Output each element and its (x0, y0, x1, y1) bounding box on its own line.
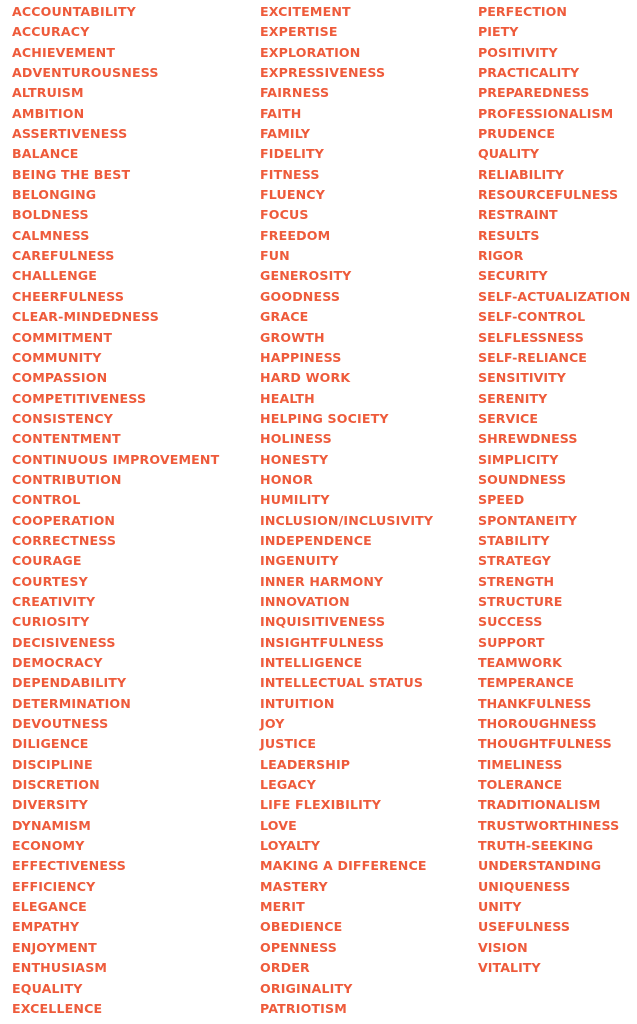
value-word: MERIT (260, 899, 305, 915)
value-word: CLEAR-MINDEDNESS (12, 309, 159, 325)
value-word: TRADITIONALISM (478, 797, 601, 813)
value-word: SELF-ACTUALIZATION (478, 288, 631, 304)
value-word: ORDER (260, 960, 310, 976)
value-word: CONTINUOUS IMPROVEMENT (12, 451, 220, 467)
value-word: EXCITEMENT (260, 4, 351, 19)
value-word: HELPING SOCIETY (260, 410, 389, 426)
value-word: JUSTICE (260, 736, 317, 752)
value-word: HARD WORK (260, 370, 351, 386)
value-word: SPONTANEITY (478, 512, 577, 528)
value-word: COOPERATION (12, 512, 116, 528)
value-word: DYNAMISM (12, 817, 91, 833)
value-word: UNIQUENESS (478, 878, 571, 894)
value-word: PIETY (478, 24, 519, 40)
value-word: PREPAREDNESS (478, 85, 590, 101)
value-word: STRENGTH (478, 573, 555, 589)
value-word: ACHIEVEMENT (12, 44, 116, 60)
value-word: FREEDOM (260, 227, 331, 243)
value-word: INQUISITIVENESS (260, 614, 386, 630)
value-word: RELIABILITY (478, 166, 565, 182)
value-word: INNOVATION (260, 593, 350, 609)
value-word: RESULTS (478, 227, 540, 243)
value-word: DISCIPLINE (12, 756, 93, 772)
value-word: HONESTY (260, 451, 329, 467)
value-word: COMPASSION (12, 370, 108, 386)
value-word: VISION (478, 939, 528, 955)
value-word: POSITIVITY (478, 44, 558, 60)
value-word: LEGACY (260, 777, 316, 793)
value-word: STRUCTURE (478, 593, 563, 609)
value-word: ORIGINALITY (260, 980, 353, 996)
value-word: CONSISTENCY (12, 410, 114, 426)
value-word: SELF-RELIANCE (478, 349, 587, 365)
value-word: FLUENCY (260, 187, 325, 203)
value-word: TIMELINESS (478, 756, 563, 772)
value-word: ACCOUNTABILITY (12, 4, 136, 19)
value-word: SIMPLICITY (478, 451, 559, 467)
value-word: SELFLESSNESS (478, 329, 584, 345)
value-word: ELEGANCE (12, 899, 87, 915)
value-word: SELF-CONTROL (478, 309, 586, 325)
value-word: CHALLENGE (12, 268, 98, 284)
value-word: EMPATHY (12, 919, 80, 935)
value-word: SERENITY (478, 390, 548, 406)
value-word: OBEDIENCE (260, 919, 343, 935)
value-word: EFFECTIVENESS (12, 858, 126, 874)
value-word: COURTESY (12, 573, 88, 589)
value-word: THOUGHTFULNESS (478, 736, 612, 752)
value-word: BOLDNESS (12, 207, 89, 223)
value-word: HEALTH (260, 390, 315, 406)
value-word: FAIRNESS (260, 85, 330, 101)
value-word: ASSERTIVENESS (12, 126, 128, 142)
value-word: FAITH (260, 105, 302, 121)
value-word: CONTROL (12, 492, 81, 508)
value-word: INGENUITY (260, 553, 339, 569)
value-word: HUMILITY (260, 492, 330, 508)
value-word: USEFULNESS (478, 919, 570, 935)
value-word: HAPPINESS (260, 349, 342, 365)
value-word: PRUDENCE (478, 126, 555, 142)
value-word: DETERMINATION (12, 695, 131, 711)
value-word: ADVENTUROUSNESS (12, 65, 159, 81)
value-word: HOLINESS (260, 431, 332, 447)
value-word: ENJOYMENT (12, 939, 97, 955)
value-word: BEING THE BEST (12, 166, 131, 182)
value-word: INTELLIGENCE (260, 655, 363, 670)
value-word: INNER HARMONY (260, 573, 384, 589)
value-word: TEAMWORK (478, 655, 562, 670)
value-word: JOY (260, 716, 285, 732)
value-word: UNDERSTANDING (478, 858, 602, 874)
values-column-2 (260, 2, 433, 1019)
value-word: FITNESS (260, 166, 320, 182)
value-word: RESTRAINT (478, 207, 558, 223)
value-word: CALMNESS (12, 227, 90, 243)
value-word: STABILITY (478, 532, 550, 548)
value-word: SHREWDNESS (478, 431, 578, 447)
value-word: LOVE (260, 817, 297, 833)
value-word: INDEPENDENCE (260, 532, 372, 548)
value-word: DEPENDABILITY (12, 675, 127, 691)
value-word: CORRECTNESS (12, 532, 117, 548)
value-word: SOUNDNESS (478, 471, 567, 487)
value-word: FIDELITY (260, 146, 324, 162)
value-word: CHEERFULNESS (12, 288, 125, 304)
value-word: GOODNESS (260, 288, 341, 304)
value-word: THANKFULNESS (478, 695, 592, 711)
value-word: CURIOSITY (12, 614, 90, 630)
value-word: DEVOUTNESS (12, 716, 109, 732)
value-word: GRACE (260, 309, 309, 325)
value-word: RIGOR (478, 248, 524, 264)
value-word: EQUALITY (12, 980, 83, 996)
value-word: DEMOCRACY (12, 655, 103, 670)
value-word: LOYALTY (260, 838, 321, 854)
value-word: TEMPERANCE (478, 675, 574, 691)
value-word: BALANCE (12, 146, 79, 162)
value-word: LEADERSHIP (260, 756, 351, 772)
value-word: SUPPORT (478, 634, 545, 650)
value-word: ALTRUISM (12, 85, 84, 101)
value-word: CONTENTMENT (12, 431, 121, 447)
value-word: MASTERY (260, 878, 328, 894)
value-word: CAREFULNESS (12, 248, 115, 264)
value-word: EXCELLENCE (12, 1000, 103, 1016)
value-word: DIVERSITY (12, 797, 89, 813)
values-column-3 (478, 2, 630, 979)
value-word: SENSITIVITY (478, 370, 566, 386)
value-word: EFFICIENCY (12, 878, 96, 894)
value-word: ACCURACY (12, 24, 90, 40)
value-word: COURAGE (12, 553, 82, 569)
value-word: COMMITMENT (12, 329, 113, 345)
value-word: CONTRIBUTION (12, 471, 122, 487)
value-word: FAMILY (260, 126, 311, 142)
value-word: PATRIOTISM (260, 1000, 347, 1016)
value-word: EXPLORATION (260, 44, 361, 60)
value-word: OPENNESS (260, 939, 337, 955)
value-word: SECURITY (478, 268, 548, 284)
value-word: THOROUGHNESS (478, 716, 597, 732)
value-word: ENTHUSIASM (12, 960, 108, 976)
values-column-1 (12, 2, 219, 1019)
value-word: GENEROSITY (260, 268, 352, 284)
value-word: DECISIVENESS (12, 634, 116, 650)
value-word: PERFECTION (478, 4, 568, 19)
value-word: EXPRESSIVENESS (260, 65, 386, 81)
value-word: FOCUS (260, 207, 309, 223)
value-word: DISCRETION (12, 777, 100, 793)
value-word: VITALITY (478, 960, 541, 976)
value-word: INTELLECTUAL STATUS (260, 675, 424, 691)
value-word: SUCCESS (478, 614, 543, 630)
value-word: INSIGHTFULNESS (260, 634, 385, 650)
value-word: DILIGENCE (12, 736, 89, 752)
value-word: MAKING A DIFFERENCE (260, 858, 427, 874)
value-word: STRATEGY (478, 553, 551, 569)
value-word: PRACTICALITY (478, 65, 580, 81)
value-word: COMMUNITY (12, 349, 102, 365)
value-word: HONOR (260, 471, 313, 487)
value-word: CREATIVITY (12, 593, 96, 609)
value-word: INCLUSION/INCLUSIVITY (260, 512, 434, 528)
value-word: QUALITY (478, 146, 540, 162)
value-word: FUN (260, 248, 290, 264)
value-word: BELONGING (12, 187, 97, 203)
value-word: INTUITION (260, 695, 335, 711)
value-word: RESOURCEFULNESS (478, 187, 619, 203)
value-word: PROFESSIONALISM (478, 105, 614, 121)
value-word: LIFE FLEXIBILITY (260, 797, 382, 813)
value-word: GROWTH (260, 329, 325, 345)
value-word: AMBITION (12, 105, 85, 121)
value-word: ECONOMY (12, 838, 85, 854)
value-word: TOLERANCE (478, 777, 563, 793)
value-word: TRUTH-SEEKING (478, 838, 594, 854)
value-word: COMPETITIVENESS (12, 390, 147, 406)
value-word: EXPERTISE (260, 24, 338, 40)
value-word: UNITY (478, 899, 522, 915)
value-word: SERVICE (478, 410, 538, 426)
value-word: TRUSTWORTHINESS (478, 817, 620, 833)
value-word: SPEED (478, 492, 525, 508)
